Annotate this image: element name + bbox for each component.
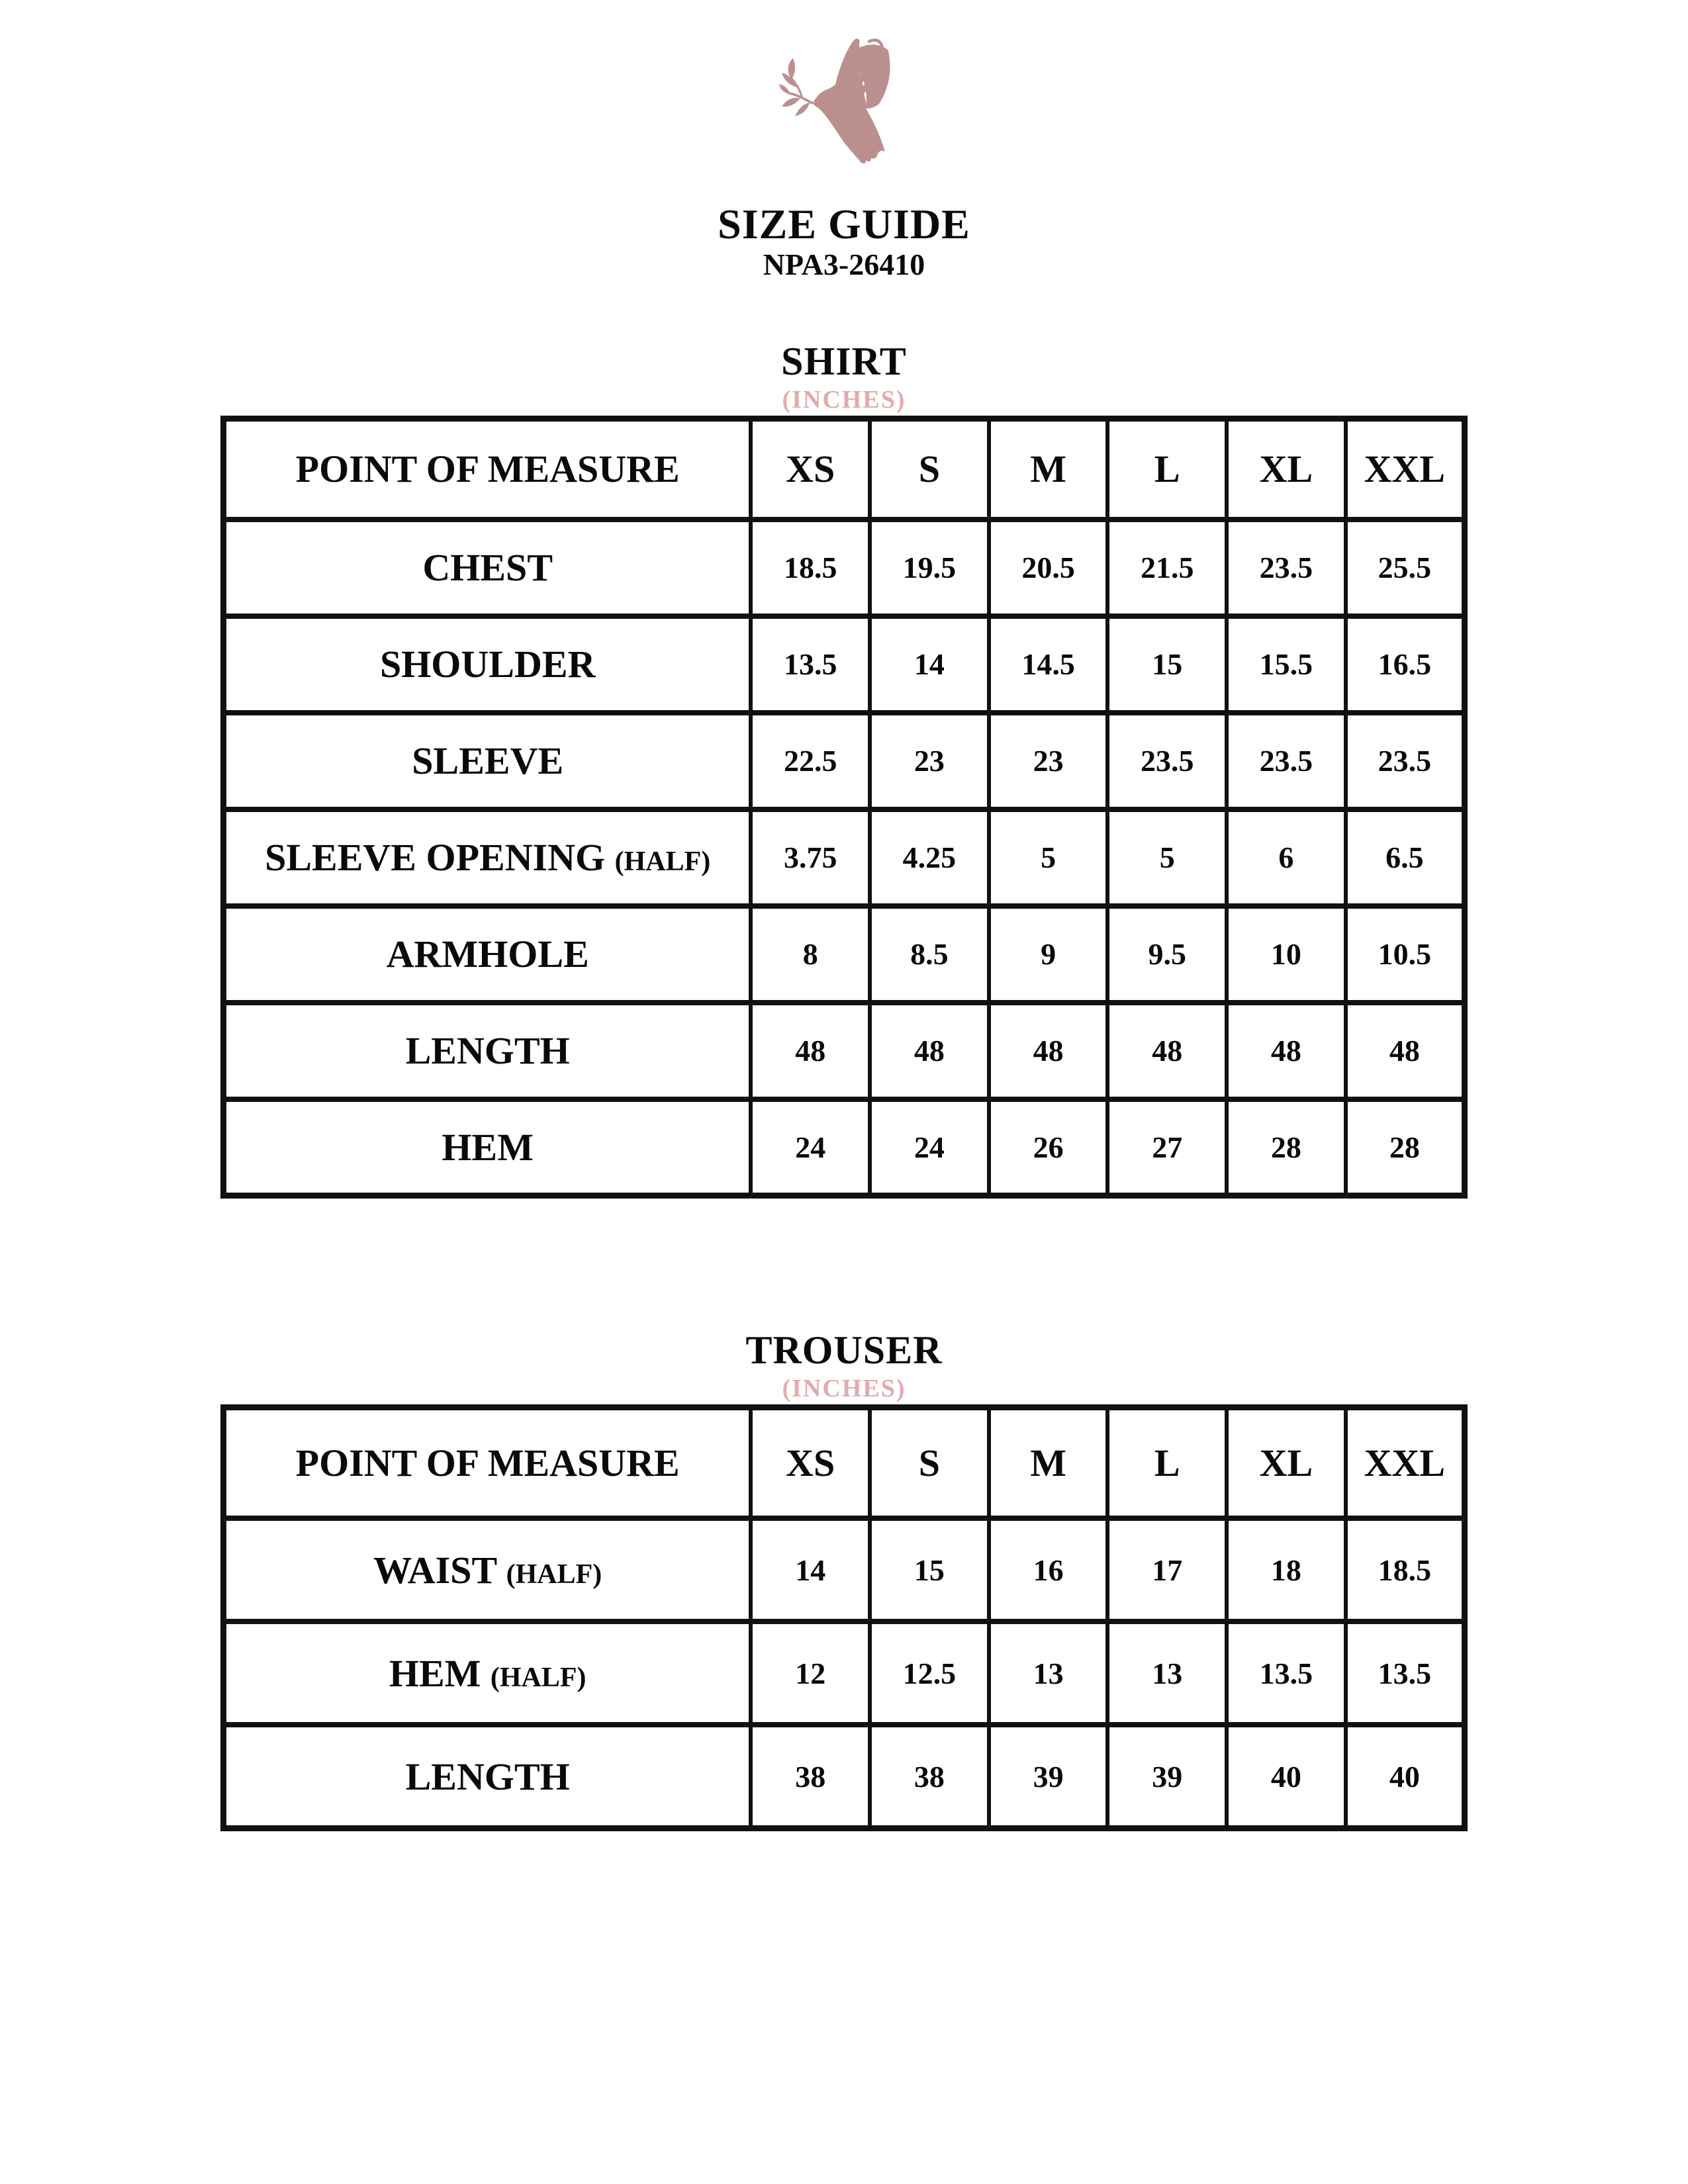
table-row-sleeve-opening <box>224 809 1465 906</box>
column-header-point-of-measure: POINT OF MEASURE <box>224 419 751 520</box>
size-value-cell: 26 <box>989 1099 1108 1196</box>
size-value-cell: 38 <box>870 1725 989 1828</box>
style-code: NPA3-26410 <box>763 247 925 281</box>
size-value-cell: 16 <box>989 1518 1108 1621</box>
measure-label: CHEST <box>422 546 553 590</box>
column-header-m: M <box>989 419 1108 520</box>
measure-label-cell <box>224 906 751 1003</box>
brand-logo <box>0 0 1688 191</box>
measure-label: LENGTH <box>405 1029 570 1073</box>
trouser-unit-label: (INCHES) <box>782 1375 906 1403</box>
size-value-cell: 23.5 <box>1227 520 1346 616</box>
size-value-cell: 19.5 <box>870 520 989 616</box>
measure-label-cell <box>224 1518 751 1621</box>
size-value-cell: 23.5 <box>1227 713 1346 809</box>
measure-label: LENGTH <box>405 1754 570 1798</box>
size-value-cell: 48 <box>1346 1003 1465 1099</box>
shirt-table-header-row <box>224 419 1465 520</box>
column-header-point-of-measure: POINT OF MEASURE <box>224 1407 751 1518</box>
table-row-length <box>224 1725 1465 1828</box>
measure-label: WAIST <box>373 1548 497 1592</box>
size-value-cell: 15 <box>870 1518 989 1621</box>
size-value-cell: 8 <box>751 906 870 1003</box>
trouser-table-header-row <box>224 1407 1465 1518</box>
shirt-unit-label: (INCHES) <box>782 386 906 414</box>
size-value-cell: 5 <box>989 809 1108 906</box>
size-value-cell: 15 <box>1107 616 1227 713</box>
size-value-cell: 6.5 <box>1346 809 1465 906</box>
table-row-armhole <box>224 906 1465 1003</box>
size-value-cell: 25.5 <box>1346 520 1465 616</box>
size-value-cell: 48 <box>870 1003 989 1099</box>
size-value-cell: 10 <box>1227 906 1346 1003</box>
measure-label-cell <box>224 713 751 809</box>
measure-label-cell <box>224 1099 751 1196</box>
column-header-s: S <box>870 419 989 520</box>
size-value-cell: 18.5 <box>751 520 870 616</box>
measure-label: SHOULDER <box>379 643 596 686</box>
size-value-cell: 4.25 <box>870 809 989 906</box>
measure-label-cell <box>224 1003 751 1099</box>
size-value-cell: 14.5 <box>989 616 1108 713</box>
measure-label-suffix: (HALF) <box>490 1662 586 1693</box>
size-value-cell: 23 <box>989 713 1108 809</box>
size-value-cell: 21.5 <box>1107 520 1227 616</box>
measure-label: ARMHOLE <box>386 933 589 976</box>
size-value-cell: 48 <box>751 1003 870 1099</box>
size-value-cell: 28 <box>1346 1099 1465 1196</box>
size-value-cell: 39 <box>1107 1725 1227 1828</box>
size-value-cell: 12.5 <box>870 1621 989 1725</box>
column-header-xl: XL <box>1227 419 1346 520</box>
size-value-cell: 18.5 <box>1346 1518 1465 1621</box>
page-title: SIZE GUIDE <box>718 201 970 248</box>
size-value-cell: 15.5 <box>1227 616 1346 713</box>
table-row-hem <box>224 1621 1465 1725</box>
size-value-cell: 14 <box>870 616 989 713</box>
column-header-l: L <box>1107 419 1227 520</box>
table-row-chest <box>224 520 1465 616</box>
column-header-xs: XS <box>751 419 870 520</box>
size-value-cell: 24 <box>870 1099 989 1196</box>
table-row-sleeve <box>224 713 1465 809</box>
size-value-cell: 8.5 <box>870 906 989 1003</box>
size-value-cell: 22.5 <box>751 713 870 809</box>
size-value-cell: 13.5 <box>1227 1621 1346 1725</box>
trouser-section-heading: TROUSER <box>745 1328 943 1373</box>
column-header-m: M <box>989 1407 1108 1518</box>
size-value-cell: 16.5 <box>1346 616 1465 713</box>
column-header-xs: XS <box>751 1407 870 1518</box>
size-value-cell: 10.5 <box>1346 906 1465 1003</box>
size-value-cell: 9 <box>989 906 1108 1003</box>
size-value-cell: 38 <box>751 1725 870 1828</box>
shirt-section-heading: SHIRT <box>781 340 907 384</box>
measure-label: SLEEVE <box>412 739 564 783</box>
column-header-xxl: XXL <box>1346 419 1465 520</box>
measure-label-cell <box>224 520 751 616</box>
measure-label: SLEEVE OPENING <box>265 836 606 880</box>
size-value-cell: 3.75 <box>751 809 870 906</box>
size-value-cell: 13 <box>1107 1621 1227 1725</box>
measure-label-suffix: (HALF) <box>614 846 711 878</box>
size-value-cell: 12 <box>751 1621 870 1725</box>
table-row-shoulder <box>224 616 1465 713</box>
size-value-cell: 48 <box>989 1003 1108 1099</box>
size-value-cell: 13.5 <box>1346 1621 1465 1725</box>
size-value-cell: 5 <box>1107 809 1227 906</box>
shirt-size-table <box>220 416 1468 1199</box>
size-value-cell: 6 <box>1227 809 1346 906</box>
size-value-cell: 9.5 <box>1107 906 1227 1003</box>
table-row-length <box>224 1003 1465 1099</box>
size-value-cell: 20.5 <box>989 520 1108 616</box>
column-header-l: L <box>1107 1407 1227 1518</box>
size-value-cell: 24 <box>751 1099 870 1196</box>
size-value-cell: 23 <box>870 713 989 809</box>
size-value-cell: 23.5 <box>1346 713 1465 809</box>
measure-label-cell <box>224 616 751 713</box>
size-value-cell: 13.5 <box>751 616 870 713</box>
column-header-s: S <box>870 1407 989 1518</box>
size-value-cell: 28 <box>1227 1099 1346 1196</box>
size-value-cell: 39 <box>989 1725 1108 1828</box>
size-value-cell: 48 <box>1227 1003 1346 1099</box>
size-value-cell: 48 <box>1107 1003 1227 1099</box>
size-value-cell: 23.5 <box>1107 713 1227 809</box>
size-value-cell: 40 <box>1227 1725 1346 1828</box>
measure-label-suffix: (HALF) <box>506 1559 602 1590</box>
dove-olive-branch-icon <box>778 34 910 188</box>
size-value-cell: 14 <box>751 1518 870 1621</box>
measure-label-cell <box>224 1621 751 1725</box>
measure-label-cell <box>224 809 751 906</box>
size-value-cell: 13 <box>989 1621 1108 1725</box>
size-value-cell: 18 <box>1227 1518 1346 1621</box>
measure-label: HEM <box>442 1125 534 1169</box>
trouser-size-table <box>220 1404 1468 1831</box>
column-header-xxl: XXL <box>1346 1407 1465 1518</box>
column-header-xl: XL <box>1227 1407 1346 1518</box>
table-row-waist <box>224 1518 1465 1621</box>
table-row-hem <box>224 1099 1465 1196</box>
size-value-cell: 27 <box>1107 1099 1227 1196</box>
measure-label: HEM <box>389 1651 481 1695</box>
measure-label-cell <box>224 1725 751 1828</box>
size-value-cell: 40 <box>1346 1725 1465 1828</box>
size-value-cell: 17 <box>1107 1518 1227 1621</box>
